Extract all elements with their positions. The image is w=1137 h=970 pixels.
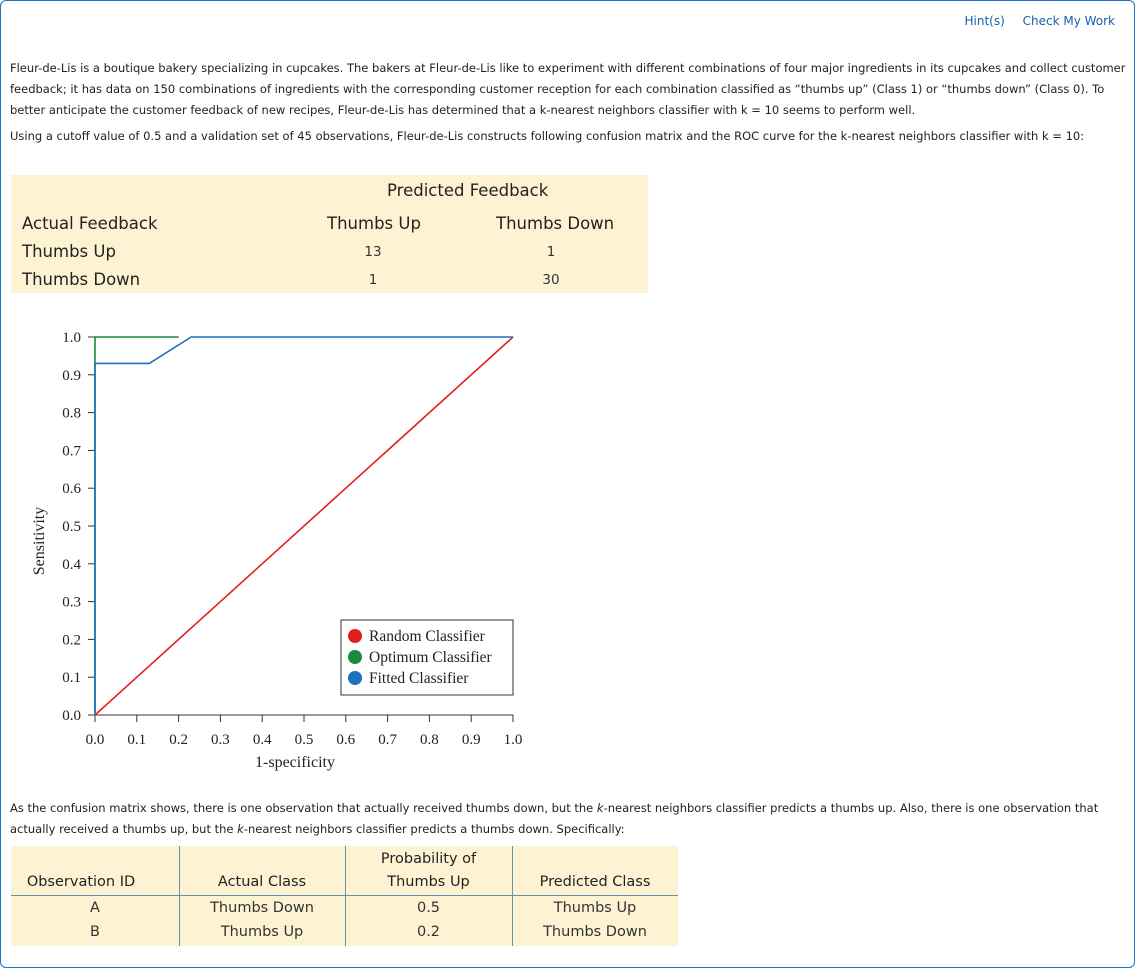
- header-divider: [11, 895, 678, 896]
- x-tick-label: 0.7: [378, 732, 397, 748]
- x-tick-label: 0.5: [294, 732, 314, 748]
- row-a-id: A: [90, 900, 100, 916]
- x-tick-label: 0.6: [336, 732, 356, 748]
- y-tick-label: 1.0: [62, 330, 81, 346]
- roc-chart: [0, 315, 560, 780]
- x-tick-label: 0.3: [211, 732, 230, 748]
- intro-paragraph: Fleur-de-Lis is a boutique bakery specializing in cupcakes. The bakers at Fleur-de-Lis like to experiment with different combinations of four major ingredients in its cupcakes and collect customer feedback; it has data on 150 combinations of ingredients with the corresponding customer reception for each combination classified as “thumbs up” (Class 1) or “thumbs down” (Class 0). To better anticipate the customer feedback of new recipes, Fleur-de-Lis has determined that a k-nearest neighbors classifier with k = 10 seems to perform well.: [10, 61, 1126, 117]
- fitted-classifier-legend-marker: [348, 671, 362, 685]
- k-symbol: k: [596, 801, 604, 815]
- y-tick-label: 0.6: [62, 481, 81, 498]
- y-tick-label: 0.9: [62, 367, 81, 384]
- confusion-matrix: [11, 175, 648, 293]
- row-b-probability: 0.2: [416, 924, 441, 940]
- legend-label: Optimum Classifier: [369, 649, 492, 666]
- row-thumbs-up: Thumbs Up: [22, 242, 116, 261]
- cell-up-down: 1: [546, 244, 556, 260]
- explanation-text-c: -nearest neighbors classifier predicts a thumbs down. Specifically:: [243, 822, 625, 836]
- x-tick-label: 0.1: [127, 732, 147, 748]
- explanation-paragraph: [10, 798, 1128, 840]
- x-axis-label: 1-specificity: [255, 754, 335, 771]
- row-b-actual: Thumbs Up: [220, 924, 304, 940]
- explanation-text-b: -nearest neighbors classifier predicts a thumbs up. Also, there is one observation that actually received a thumbs up, but the: [10, 801, 1099, 836]
- row-a-predicted: Thumbs Up: [553, 900, 637, 916]
- x-tick-label: 0.4: [252, 732, 272, 748]
- legend-label: Fitted Classifier: [369, 670, 469, 687]
- y-tick-label: 0.0: [62, 708, 81, 724]
- toolbar: [950, 14, 1115, 28]
- header-observation-id: Observation ID: [26, 874, 136, 890]
- y-axis-label: Sensitivity: [31, 506, 48, 576]
- y-tick-label: 0.1: [62, 670, 81, 687]
- x-tick-label: 0.9: [461, 732, 481, 748]
- x-tick-label: 0.0: [85, 732, 105, 748]
- actual-feedback-header: Actual Feedback: [22, 214, 158, 233]
- predicted-feedback-header: Predicted Feedback: [387, 181, 549, 200]
- optimum-classifier-legend-marker: [348, 650, 362, 664]
- y-tick-label: 0.2: [62, 632, 81, 649]
- header-actual-class: Actual Class: [217, 874, 307, 890]
- header-probability-line2: Thumbs Up: [387, 874, 470, 890]
- header-predicted-class: Predicted Class: [539, 874, 651, 890]
- row-a-actual: Thumbs Down: [210, 900, 314, 916]
- col-thumbs-up: Thumbs Up: [327, 214, 421, 233]
- x-tick-label: 0.2: [169, 732, 188, 748]
- row-b-id: B: [90, 924, 100, 940]
- col-thumbs-down: Thumbs Down: [496, 214, 615, 233]
- y-tick-label: 0.7: [62, 443, 81, 460]
- explanation-text-a: As the confusion matrix shows, there is one observation that actually received thumbs down, but the: [10, 801, 597, 815]
- setup-paragraph: Using a cutoff value of 0.5 and a validation set of 45 observations, Fleur-de-Lis constructs following confusion matrix and the ROC curve for the k-nearest neighbors classifier with k = 10:: [10, 129, 1085, 143]
- optimum-classifier-line: [95, 337, 179, 715]
- hints-link[interactable]: Hint(s): [964, 14, 1005, 28]
- random-classifier-legend-marker: [348, 629, 362, 643]
- cell-down-up: 1: [368, 272, 378, 288]
- row-a-probability: 0.5: [416, 900, 441, 916]
- cell-up-up: 13: [364, 244, 382, 260]
- k-symbol: k: [237, 822, 244, 836]
- x-tick-label: 0.8: [420, 732, 439, 748]
- row-thumbs-down: Thumbs Down: [22, 270, 141, 289]
- y-tick-label: 0.3: [62, 594, 81, 611]
- check-my-work-link[interactable]: Check My Work: [1022, 14, 1115, 28]
- cell-down-down: 30: [542, 272, 560, 288]
- row-b-predicted: Thumbs Down: [543, 924, 647, 940]
- y-tick-label: 0.8: [62, 405, 81, 422]
- y-tick-label: 0.5: [62, 519, 81, 535]
- legend-label: Random Classifier: [369, 628, 485, 645]
- x-tick-label: 1.0: [503, 732, 523, 748]
- observation-table: [11, 846, 678, 946]
- header-probability-line1: Probability of: [380, 851, 477, 867]
- y-tick-label: 0.4: [62, 556, 81, 573]
